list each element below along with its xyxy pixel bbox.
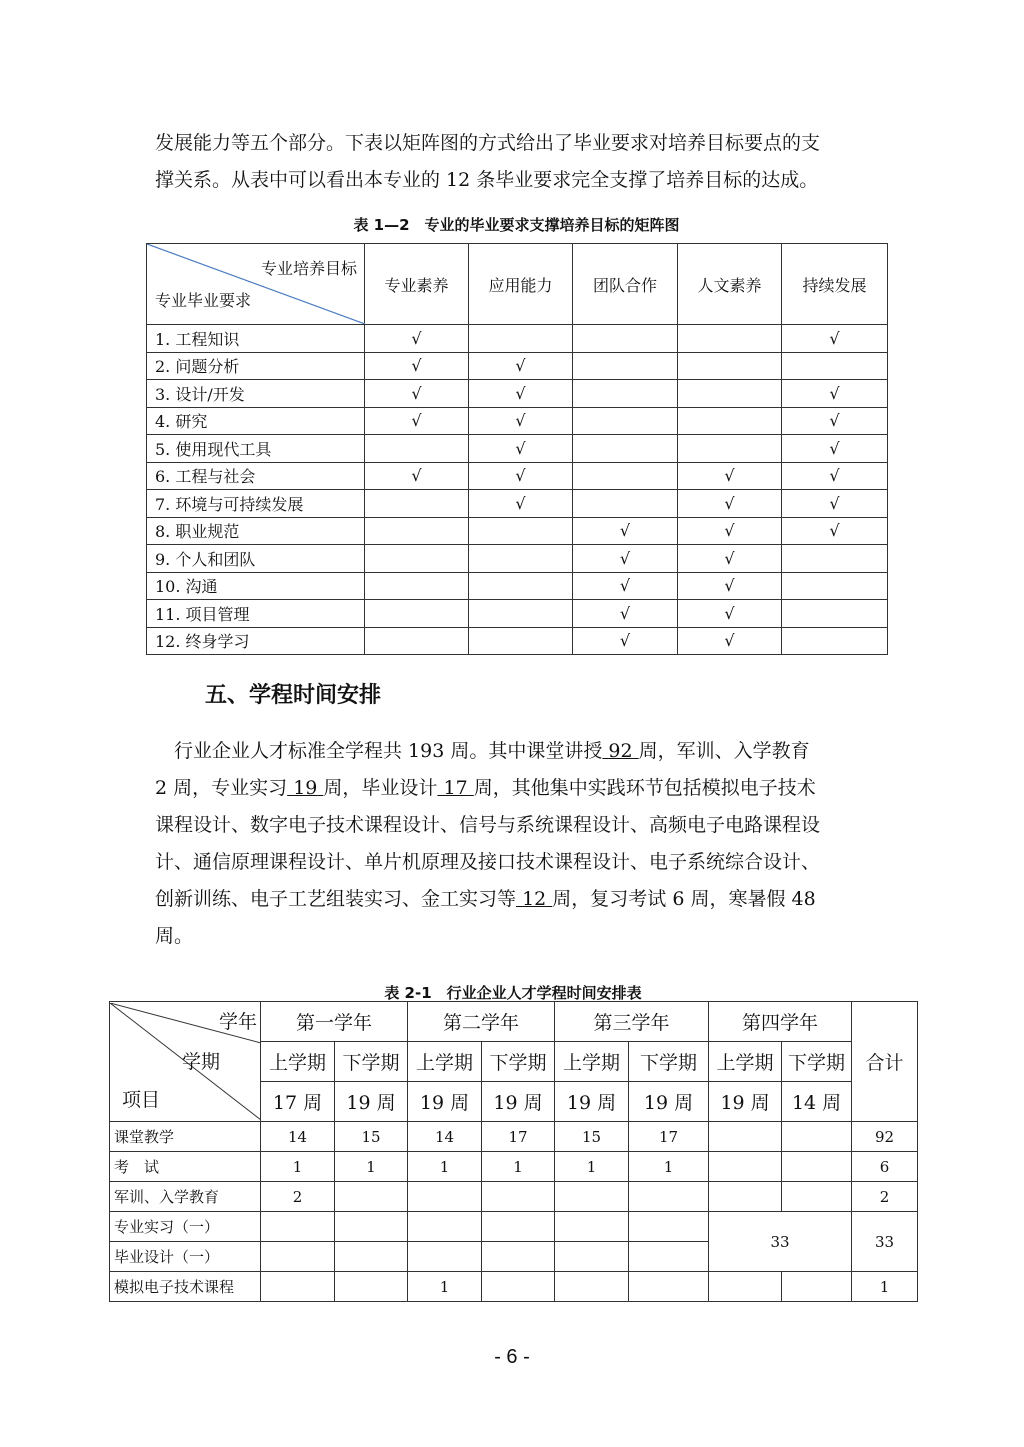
corner-term-label: 学期 — [182, 1051, 221, 1073]
requirement-label: 2. 问题分析 — [147, 352, 365, 380]
para2-text-m: 周，复习考试 6 周，寒暑假 48 — [552, 888, 816, 910]
intro-line-1: 发展能力等五个部分。下表以矩阵图的方式给出了毕业要求对培养目标要点的支 — [155, 132, 821, 154]
empty-cell — [469, 600, 573, 628]
table2-caption: 表 2-1 行业企业人才学程时间安排表 — [384, 984, 642, 1002]
intro-paragraph — [155, 125, 870, 199]
empty-cell — [678, 407, 782, 435]
para2-line-3: 课程设计、数字电子技术课程设计、信号与系统课程设计、高频电子电路课程设 — [155, 814, 821, 836]
week-value — [555, 1212, 629, 1242]
week-count: 17 周 — [261, 1082, 335, 1122]
empty-cell — [365, 627, 469, 655]
empty-cell — [782, 572, 888, 600]
para2-internship-weeks: 19 — [293, 777, 318, 799]
empty-cell — [573, 490, 678, 518]
matrix-row — [147, 435, 888, 463]
schedule-body — [110, 1122, 918, 1302]
week-value — [709, 1122, 782, 1152]
week-value — [335, 1272, 408, 1302]
item-label: 考 试 — [110, 1152, 261, 1182]
check-mark-cell: √ — [782, 380, 888, 408]
empty-cell — [678, 352, 782, 380]
para2-text-k: 创新训练、电子工艺组装实习、金工实习等 — [155, 888, 517, 910]
week-value: 14 — [261, 1122, 335, 1152]
empty-cell — [573, 462, 678, 490]
empty-cell — [365, 490, 469, 518]
week-value — [408, 1242, 482, 1272]
empty-cell — [678, 435, 782, 463]
year-row — [110, 1002, 918, 1042]
row-total: 92 — [852, 1122, 918, 1152]
row-total: 33 — [852, 1212, 918, 1272]
year-header: 第四学年 — [709, 1002, 852, 1042]
check-mark-cell: √ — [469, 380, 573, 408]
requirement-label: 4. 研究 — [147, 407, 365, 435]
requirement-label: 9. 个人和团队 — [147, 545, 365, 573]
matrix-table — [146, 243, 888, 655]
column-header: 人文素养 — [678, 244, 782, 325]
week-count: 19 周 — [482, 1082, 555, 1122]
week-value — [482, 1242, 555, 1272]
matrix-row — [147, 545, 888, 573]
corner-year-label: 学年 — [218, 1011, 257, 1033]
column-header: 应用能力 — [469, 244, 573, 325]
empty-cell — [782, 600, 888, 628]
week-value: 2 — [261, 1182, 335, 1212]
row-total: 1 — [852, 1272, 918, 1302]
check-mark-cell: √ — [782, 407, 888, 435]
empty-cell — [469, 545, 573, 573]
check-mark-cell: √ — [365, 325, 469, 353]
schedule-table — [109, 1001, 918, 1302]
schedule-row — [110, 1182, 918, 1212]
empty-cell — [782, 352, 888, 380]
check-mark-cell: √ — [782, 325, 888, 353]
row-total: 2 — [852, 1182, 918, 1212]
empty-cell — [678, 325, 782, 353]
requirement-label: 5. 使用现代工具 — [147, 435, 365, 463]
empty-cell — [469, 517, 573, 545]
week-value — [709, 1152, 782, 1182]
merged-practice-weeks: 33 — [709, 1212, 852, 1272]
empty-cell — [469, 627, 573, 655]
week-value — [629, 1242, 709, 1272]
item-label: 课堂教学 — [110, 1122, 261, 1152]
matrix-row — [147, 462, 888, 490]
empty-cell — [365, 435, 469, 463]
week-value: 15 — [335, 1122, 408, 1152]
check-mark-cell: √ — [678, 490, 782, 518]
check-mark-cell: √ — [469, 490, 573, 518]
week-value: 1 — [335, 1152, 408, 1182]
week-value: 1 — [482, 1152, 555, 1182]
item-label: 毕业设计（一） — [110, 1242, 261, 1272]
term-header: 上学期 — [261, 1042, 335, 1082]
para2-text-h: 周，其他集中实践环节包括模拟电子技术 — [473, 777, 816, 799]
check-mark-cell: √ — [365, 407, 469, 435]
empty-cell — [469, 325, 573, 353]
check-mark-cell: √ — [469, 352, 573, 380]
matrix-header-row — [147, 244, 888, 325]
week-value — [782, 1152, 852, 1182]
para2-line-1 — [155, 733, 870, 770]
total-header: 合计 — [852, 1002, 918, 1122]
intro-line-2: 撑关系。从表中可以看出本专业的 12 条毕业要求完全支撑了培养目标的达成。 — [155, 169, 819, 191]
check-mark-cell: √ — [469, 435, 573, 463]
week-value — [782, 1122, 852, 1152]
week-value — [335, 1242, 408, 1272]
week-count: 19 周 — [335, 1082, 408, 1122]
term-header: 下学期 — [335, 1042, 408, 1082]
week-value: 15 — [555, 1122, 629, 1152]
item-label: 军训、入学教育 — [110, 1182, 261, 1212]
para2-line-6: 周。 — [155, 925, 194, 947]
requirement-label: 12. 终身学习 — [147, 627, 365, 655]
schedule-row — [110, 1212, 918, 1242]
corner-top-label: 专业培养目标 — [260, 259, 357, 278]
term-header: 下学期 — [482, 1042, 555, 1082]
term-header: 下学期 — [629, 1042, 709, 1082]
week-value: 14 — [408, 1122, 482, 1152]
term-header: 上学期 — [555, 1042, 629, 1082]
week-value — [335, 1182, 408, 1212]
section-heading: 五、学程时间安排 — [205, 683, 382, 708]
check-mark-cell: √ — [365, 462, 469, 490]
week-count: 19 周 — [408, 1082, 482, 1122]
schedule-row — [110, 1272, 918, 1302]
term-header: 上学期 — [709, 1042, 782, 1082]
matrix-body — [147, 325, 888, 655]
check-mark-cell: √ — [678, 545, 782, 573]
empty-cell — [365, 600, 469, 628]
empty-cell — [469, 572, 573, 600]
week-value — [555, 1182, 629, 1212]
para2-lecture-weeks: 92 — [608, 740, 633, 762]
requirement-label: 3. 设计/开发 — [147, 380, 365, 408]
para2-text-c: 周，军训、入学教育 — [638, 740, 810, 762]
week-value — [261, 1272, 335, 1302]
check-mark-cell: √ — [678, 462, 782, 490]
empty-cell — [678, 380, 782, 408]
year-header: 第二学年 — [408, 1002, 555, 1042]
week-value — [482, 1272, 555, 1302]
requirement-label: 10. 沟通 — [147, 572, 365, 600]
week-value — [482, 1212, 555, 1242]
matrix-row — [147, 380, 888, 408]
empty-cell — [573, 407, 678, 435]
column-header: 团队合作 — [573, 244, 678, 325]
week-value: 1 — [555, 1152, 629, 1182]
item-label: 模拟电子技术课程 — [110, 1272, 261, 1302]
para2-text-f: 周，毕业设计 — [323, 777, 438, 799]
week-value: 17 — [629, 1122, 709, 1152]
requirement-label: 11. 项目管理 — [147, 600, 365, 628]
week-value: 1 — [629, 1152, 709, 1182]
schedule-paragraph — [155, 733, 870, 955]
week-count: 19 周 — [709, 1082, 782, 1122]
check-mark-cell: √ — [573, 600, 678, 628]
matrix-corner-cell — [147, 244, 365, 325]
empty-cell — [365, 572, 469, 600]
check-mark-cell: √ — [573, 627, 678, 655]
check-mark-cell: √ — [782, 435, 888, 463]
term-header: 上学期 — [408, 1042, 482, 1082]
check-mark-cell: √ — [678, 627, 782, 655]
para2-practice-weeks: 12 — [522, 888, 547, 910]
matrix-row — [147, 572, 888, 600]
check-mark-cell: √ — [782, 490, 888, 518]
week-value — [709, 1272, 782, 1302]
column-header: 持续发展 — [782, 244, 888, 325]
empty-cell — [365, 517, 469, 545]
week-value: 1 — [261, 1152, 335, 1182]
week-value — [555, 1272, 629, 1302]
week-value — [709, 1182, 782, 1212]
requirement-label: 8. 职业规范 — [147, 517, 365, 545]
week-count: 14 周 — [782, 1082, 852, 1122]
requirement-label: 7. 环境与可持续发展 — [147, 490, 365, 518]
check-mark-cell: √ — [782, 462, 888, 490]
check-mark-cell: √ — [678, 517, 782, 545]
schedule-row — [110, 1152, 918, 1182]
column-header: 专业素养 — [365, 244, 469, 325]
row-total: 6 — [852, 1152, 918, 1182]
year-header: 第一学年 — [261, 1002, 408, 1042]
week-value — [555, 1242, 629, 1272]
check-mark-cell: √ — [365, 352, 469, 380]
schedule-row — [110, 1122, 918, 1152]
check-mark-cell: √ — [365, 380, 469, 408]
requirement-label: 1. 工程知识 — [147, 325, 365, 353]
empty-cell — [573, 325, 678, 353]
para2-text-a: 行业企业人才标准全学程共 193 周。其中课堂讲授 — [174, 740, 603, 762]
term-header: 下学期 — [782, 1042, 852, 1082]
year-header: 第三学年 — [555, 1002, 709, 1042]
table1-caption: 表 1—2 专业的毕业要求支撑培养目标的矩阵图 — [353, 216, 680, 234]
corner-bottom-label: 专业毕业要求 — [155, 291, 252, 310]
corner-item-label: 项目 — [122, 1089, 161, 1111]
item-label: 专业实习（一） — [110, 1212, 261, 1242]
week-value — [629, 1272, 709, 1302]
check-mark-cell: √ — [678, 572, 782, 600]
week-count: 19 周 — [629, 1082, 709, 1122]
schedule-corner-cell — [110, 1002, 261, 1122]
check-mark-cell: √ — [573, 517, 678, 545]
matrix-row — [147, 352, 888, 380]
week-value — [629, 1182, 709, 1212]
matrix-row — [147, 490, 888, 518]
para2-line-5 — [155, 881, 870, 918]
matrix-row — [147, 517, 888, 545]
week-value — [335, 1212, 408, 1242]
week-value — [408, 1182, 482, 1212]
check-mark-cell: √ — [469, 407, 573, 435]
para2-line-2 — [155, 770, 870, 807]
empty-cell — [365, 545, 469, 573]
matrix-row — [147, 407, 888, 435]
matrix-row — [147, 325, 888, 353]
week-value — [629, 1212, 709, 1242]
check-mark-cell: √ — [469, 462, 573, 490]
page-number: - 6 - — [494, 1346, 530, 1368]
matrix-row — [147, 600, 888, 628]
empty-cell — [573, 380, 678, 408]
empty-cell — [573, 352, 678, 380]
check-mark-cell: √ — [678, 600, 782, 628]
week-value: 1 — [408, 1152, 482, 1182]
requirement-label: 6. 工程与社会 — [147, 462, 365, 490]
week-value — [782, 1182, 852, 1212]
week-count: 19 周 — [555, 1082, 629, 1122]
para2-line-4: 计、通信原理课程设计、单片机原理及接口技术课程设计、电子系统综合设计、 — [155, 851, 821, 873]
week-value — [482, 1182, 555, 1212]
week-value — [782, 1272, 852, 1302]
week-value — [261, 1212, 335, 1242]
week-value: 17 — [482, 1122, 555, 1152]
check-mark-cell: √ — [573, 572, 678, 600]
para2-text-d: 2 周，专业实习 — [155, 777, 288, 799]
week-value — [408, 1212, 482, 1242]
empty-cell — [782, 627, 888, 655]
matrix-row — [147, 627, 888, 655]
empty-cell — [573, 435, 678, 463]
empty-cell — [782, 545, 888, 573]
week-value: 1 — [408, 1272, 482, 1302]
check-mark-cell: √ — [573, 545, 678, 573]
para2-design-weeks: 17 — [443, 777, 468, 799]
check-mark-cell: √ — [782, 517, 888, 545]
week-value — [261, 1242, 335, 1272]
